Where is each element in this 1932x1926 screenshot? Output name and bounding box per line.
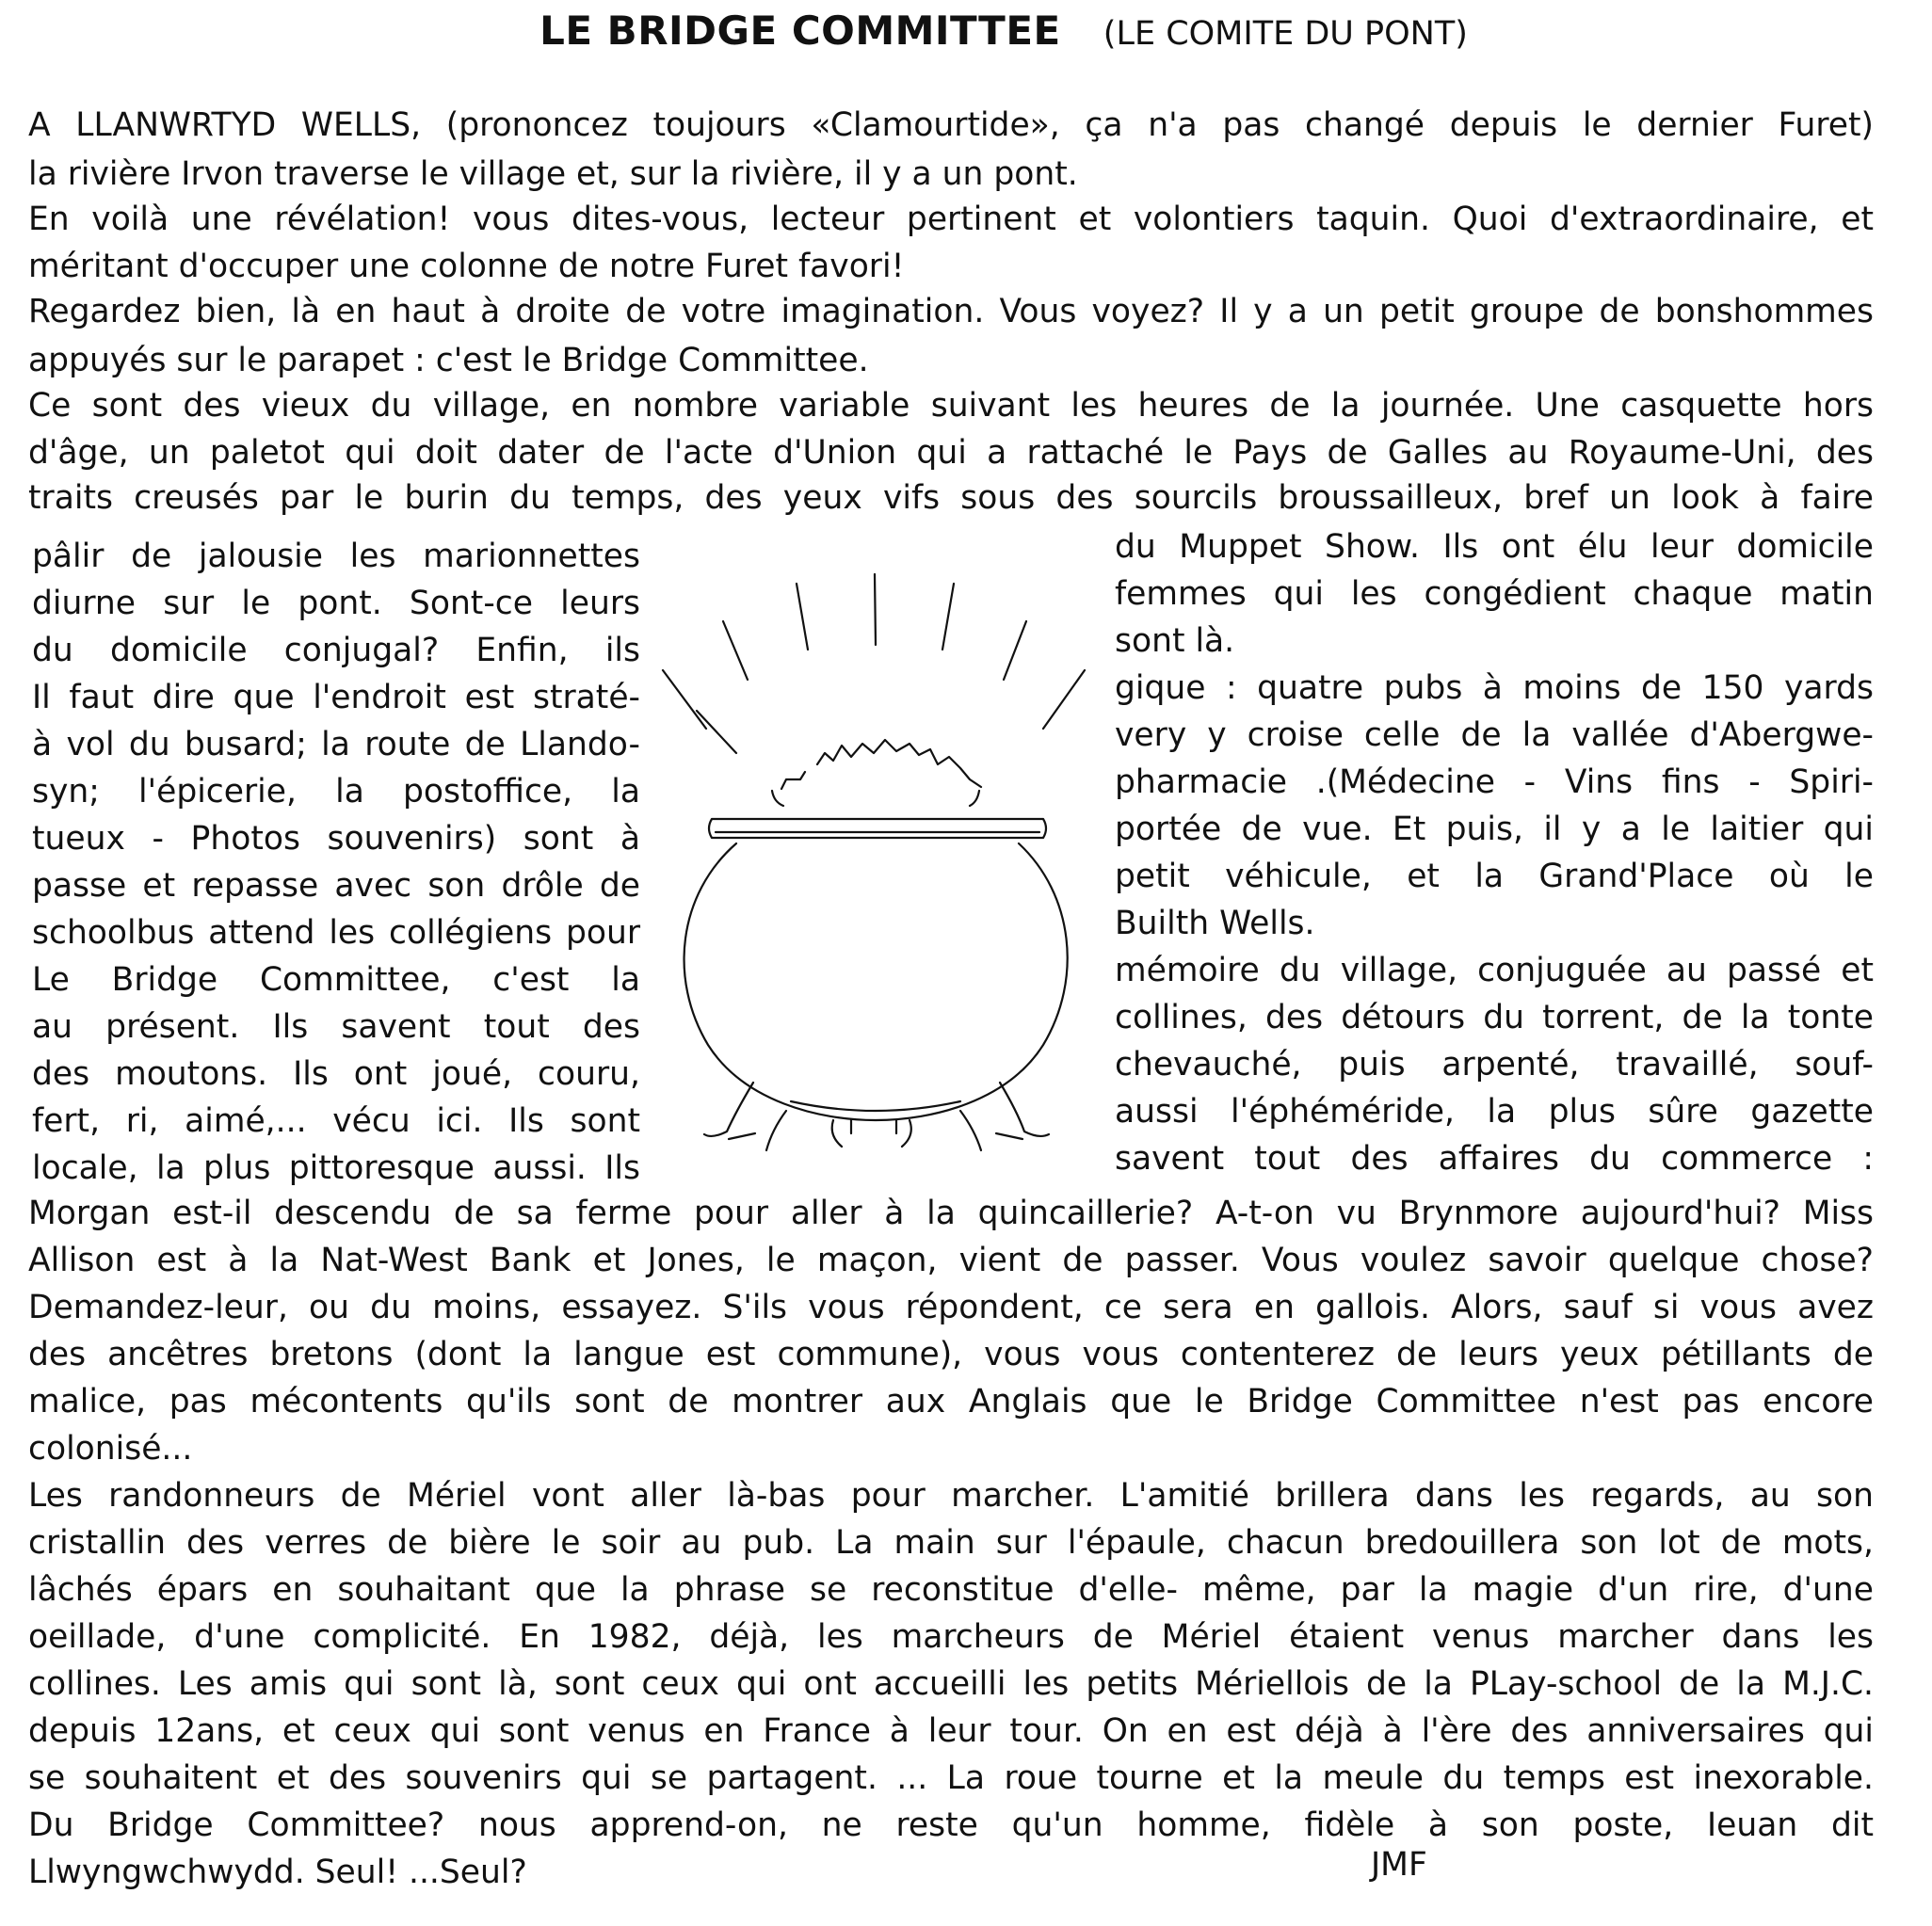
article-title: LE BRIDGE COMMITTEE	[539, 8, 1061, 54]
text-line: petit véhicule, et la Grand'Place où le	[1115, 858, 1874, 895]
text-line: Ce sont des vieux du village, en nombre variable suivant les heures de la journée. Une casquette hors	[28, 387, 1874, 425]
text-line: savent tout des affaires du commerce :	[1115, 1140, 1874, 1178]
text-line: appuyés sur le parapet : c'est le Bridge Committee.	[28, 342, 869, 379]
text-line: malice, pas mécontents qu'ils sont de montrer aux Anglais que le Bridge Committee n'est pas encore	[28, 1383, 1874, 1420]
text-line: à vol du busard; la route de Llando-	[32, 726, 640, 763]
text-line: aussi l'éphéméride, la plus sûre gazette	[1115, 1093, 1874, 1131]
text-line: pharmacie .(Médecine - Vins fins - Spiri-	[1115, 763, 1874, 801]
text-line: se souhaitent et des souvenirs qui se partagent. ... La roue tourne et la meule du temps est inexorable.	[28, 1759, 1874, 1797]
text-line: Le Bridge Committee, c'est la	[32, 961, 640, 999]
text-line: collines, des détours du torrent, de la tonte	[1115, 999, 1874, 1036]
text-line: oeillade, d'une complicité. En 1982, déjà, les marcheurs de Mériel étaient venus marcher dans les	[28, 1618, 1874, 1656]
text-line: des moutons. Ils ont joué, couru,	[32, 1055, 640, 1093]
article-subtitle: (LE COMITE DU PONT)	[1103, 15, 1468, 53]
text-line: au présent. Ils savent tout des	[32, 1008, 640, 1046]
cauldron-icon	[650, 555, 1102, 1158]
text-line: traits creusés par le burin du temps, des yeux vifs sous des sourcils broussailleux, bref un look à faire	[28, 479, 1874, 517]
text-line: En voilà une révélation! vous dites-vous, lecteur pertinent et volontiers taquin. Quoi d'extraordinaire, et	[28, 201, 1874, 238]
text-line: schoolbus attend les collégiens pour	[32, 914, 640, 952]
text-line: locale, la plus pittoresque aussi. Ils	[32, 1149, 640, 1187]
text-line: Morgan est-il descendu de sa ferme pour aller à la quincaillerie? A-t-on vu Brynmore aujourd'hui? Miss	[28, 1195, 1874, 1232]
text-line: la rivière Irvon traverse le village et, sur la rivière, il y a un pont.	[28, 155, 1078, 193]
text-line: portée de vue. Et puis, il y a le laitier qui	[1115, 811, 1874, 848]
text-line: collines. Les amis qui sont là, sont ceux qui ont accueilli les petits Mériellois de la PLay-school de la M.J.C.	[28, 1665, 1874, 1703]
article-header	[0, 8, 1932, 54]
text-line: depuis 12ans, et ceux qui sont venus en France à leur tour. On en est déjà à l'ère des anniversaires qui	[28, 1712, 1874, 1750]
text-line: sont là.	[1115, 622, 1235, 660]
text-line: tueux - Photos souvenirs) sont à	[32, 820, 640, 858]
text-line: du Muppet Show. Ils ont élu leur domicile	[1115, 528, 1874, 566]
text-line: diurne sur le pont. Sont-ce leurs	[32, 585, 640, 622]
text-line: very y croise celle de la vallée d'Abergwe-	[1115, 716, 1874, 754]
text-line: Regardez bien, là en haut à droite de votre imagination. Vous voyez? Il y a un petit groupe de bonshommes	[28, 293, 1874, 330]
text-line: méritant d'occuper une colonne de notre Furet favori!	[28, 248, 905, 285]
text-line: Demandez-leur, ou du moins, essayez. S'ils vous répondent, ce sera en gallois. Alors, sauf si vous avez	[28, 1289, 1874, 1326]
text-line: colonisé...	[28, 1430, 193, 1468]
text-line: passe et repasse avec son drôle de	[32, 867, 640, 905]
author-signature: JMF	[1371, 1846, 1427, 1884]
text-line: gique : quatre pubs à moins de 150 yards	[1115, 669, 1874, 707]
text-line: lâchés épars en souhaitant que la phrase se reconstitue d'elle- même, par la magie d'un rire, d'une	[28, 1571, 1874, 1609]
text-line: Il faut dire que l'endroit est straté-	[32, 679, 640, 716]
text-line: cristallin des verres de bière le soir au pub. La main sur l'épaule, chacun bredouillera son lot de mots,	[28, 1524, 1874, 1562]
text-line: d'âge, un paletot qui doit dater de l'acte d'Union qui a rattaché le Pays de Galles au Royaume-Uni, des	[28, 434, 1874, 472]
text-line: des ancêtres bretons (dont la langue est commune), vous vous contenterez de leurs yeux pétillants de	[28, 1336, 1874, 1373]
text-line: Les randonneurs de Mériel vont aller là-bas pour marcher. L'amitié brillera dans les regards, au son	[28, 1477, 1874, 1515]
text-line: Llwyngwchwydd. Seul! ...Seul?	[28, 1854, 527, 1891]
text-line: syn; l'épicerie, la postoffice, la	[32, 773, 640, 811]
text-line: Allison est à la Nat-West Bank et Jones, le maçon, vient de passer. Vous voulez savoir quelque chose?	[28, 1242, 1874, 1279]
text-line: fert, ri, aimé,... vécu ici. Ils sont	[32, 1102, 640, 1140]
text-line: chevauché, puis arpenté, travaillé, souf-	[1115, 1046, 1874, 1083]
text-line: pâlir de jalousie les marionnettes	[32, 538, 640, 575]
text-line: Du Bridge Committee? nous apprend-on, ne reste qu'un homme, fidèle à son poste, Ieuan dit	[28, 1806, 1874, 1844]
text-line: mémoire du village, conjuguée au passé et	[1115, 952, 1874, 989]
text-line: A LLANWRTYD WELLS, (prononcez toujours «Clamourtide», ça n'a pas changé depuis le dernier Furet)	[28, 106, 1874, 144]
text-line: femmes qui les congédient chaque matin	[1115, 575, 1874, 613]
text-line: Builth Wells.	[1115, 905, 1315, 942]
text-line: du domicile conjugal? Enfin, ils	[32, 632, 640, 669]
